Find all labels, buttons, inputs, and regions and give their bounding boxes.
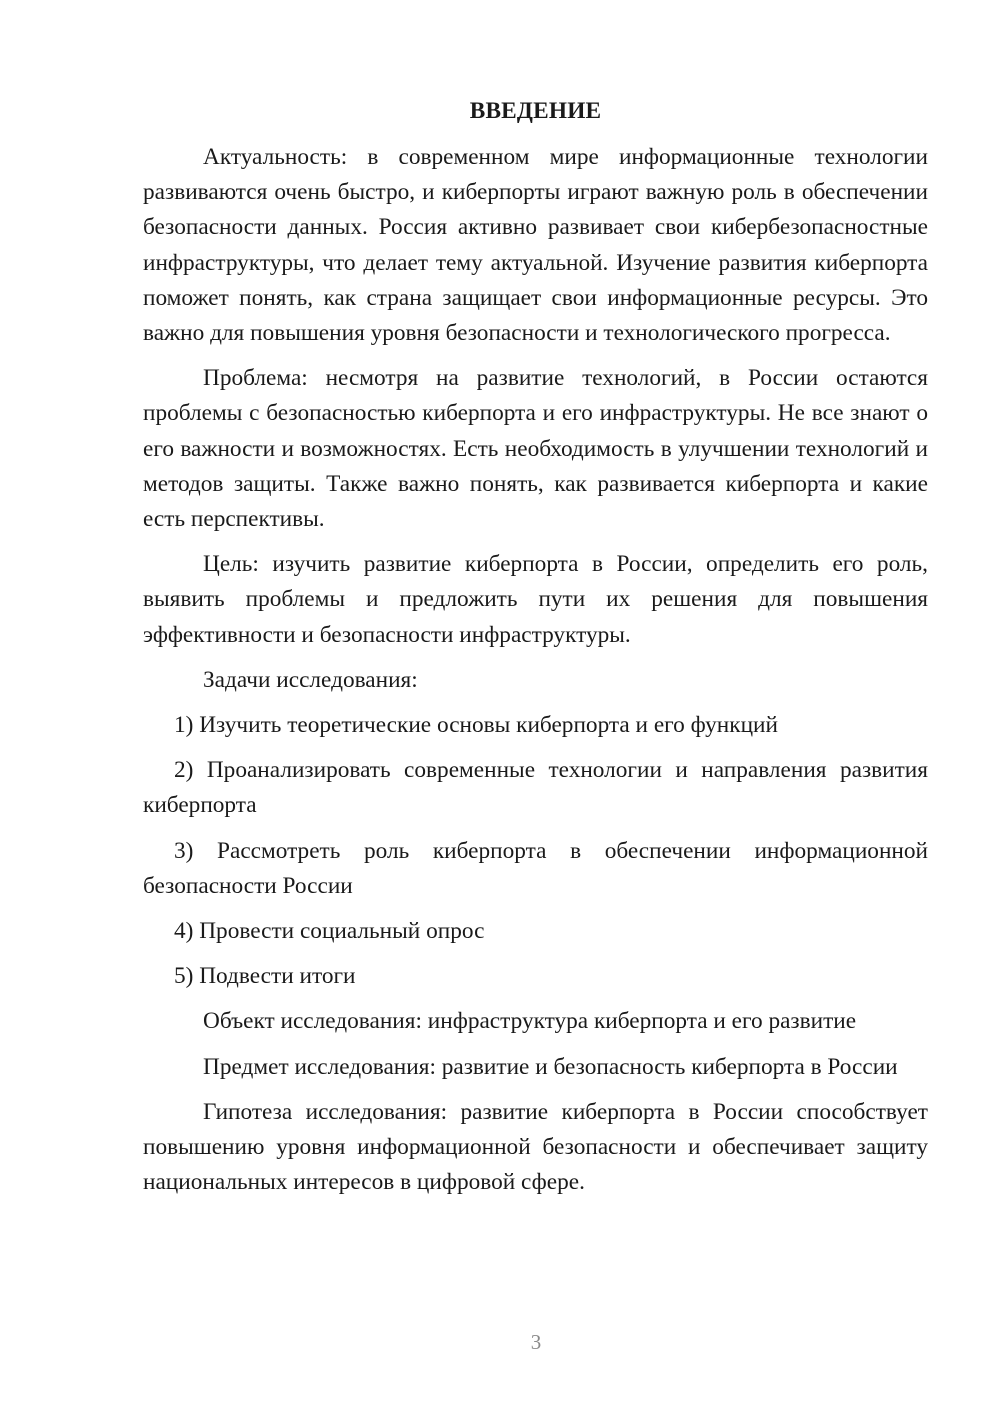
task-item: 2) Проанализировать современные технологии и направления развития киберпорта [143, 757, 928, 819]
tasks-list [143, 708, 928, 994]
hypothesis-paragraph: Гипотеза исследования: развитие киберпорта в России способствует повышению уровня информационной безопасности и обеспечивает защиту национальных интересов в цифровой сфере. [143, 1098, 928, 1196]
task-item: 5) Подвести итоги [174, 963, 356, 990]
task-item: 3) Рассмотреть роль киберпорта в обеспечении информационной безопасности России [143, 837, 928, 899]
task-item: 4) Провести социальный опрос [174, 918, 485, 945]
section-title: ВВЕДЕНИЕ [469, 98, 602, 124]
page-number: 3 [530, 1330, 542, 1354]
problem-paragraph: Проблема: несмотря на развитие технологий, в России остаются проблемы с безопасностью киберпорта и его инфраструктуры. Не все знают о его важности и возможностях. Есть необходимость в улучшении технологий и методов защиты. Также важно понять, как развивается киберпорта и какие есть перспективы. [143, 365, 928, 533]
task-item: 1) Изучить теоретические основы киберпорта и его функций [174, 712, 778, 739]
document-page [143, 94, 928, 1210]
relevance-paragraph: Актуальность: в современном мире информационные технологии развиваются очень быстро, и киберпорты играют важную роль в обеспечении безопасности данных. Россия активно развивает свои кибербезопасностные инфраструктуры, что делает тему актуальной. Изучение развития киберпорта поможет понять, как страна защищает свои информационные ресурсы. Это важно для повышения уровня безопасности и технологического прогресса. [143, 144, 928, 347]
goal-paragraph: Цель: изучить развитие киберпорта в России, определить его роль, выявить проблемы и предложить пути их решения для повышения эффективности и безопасности инфраструктуры. [143, 551, 928, 648]
tasks-heading: Задачи исследования: [203, 666, 418, 693]
subject-paragraph: Предмет исследования: развитие и безопасность киберпорта в России [203, 1053, 898, 1080]
object-paragraph: Объект исследования: инфраструктура киберпорта и его развитие [203, 1008, 857, 1035]
